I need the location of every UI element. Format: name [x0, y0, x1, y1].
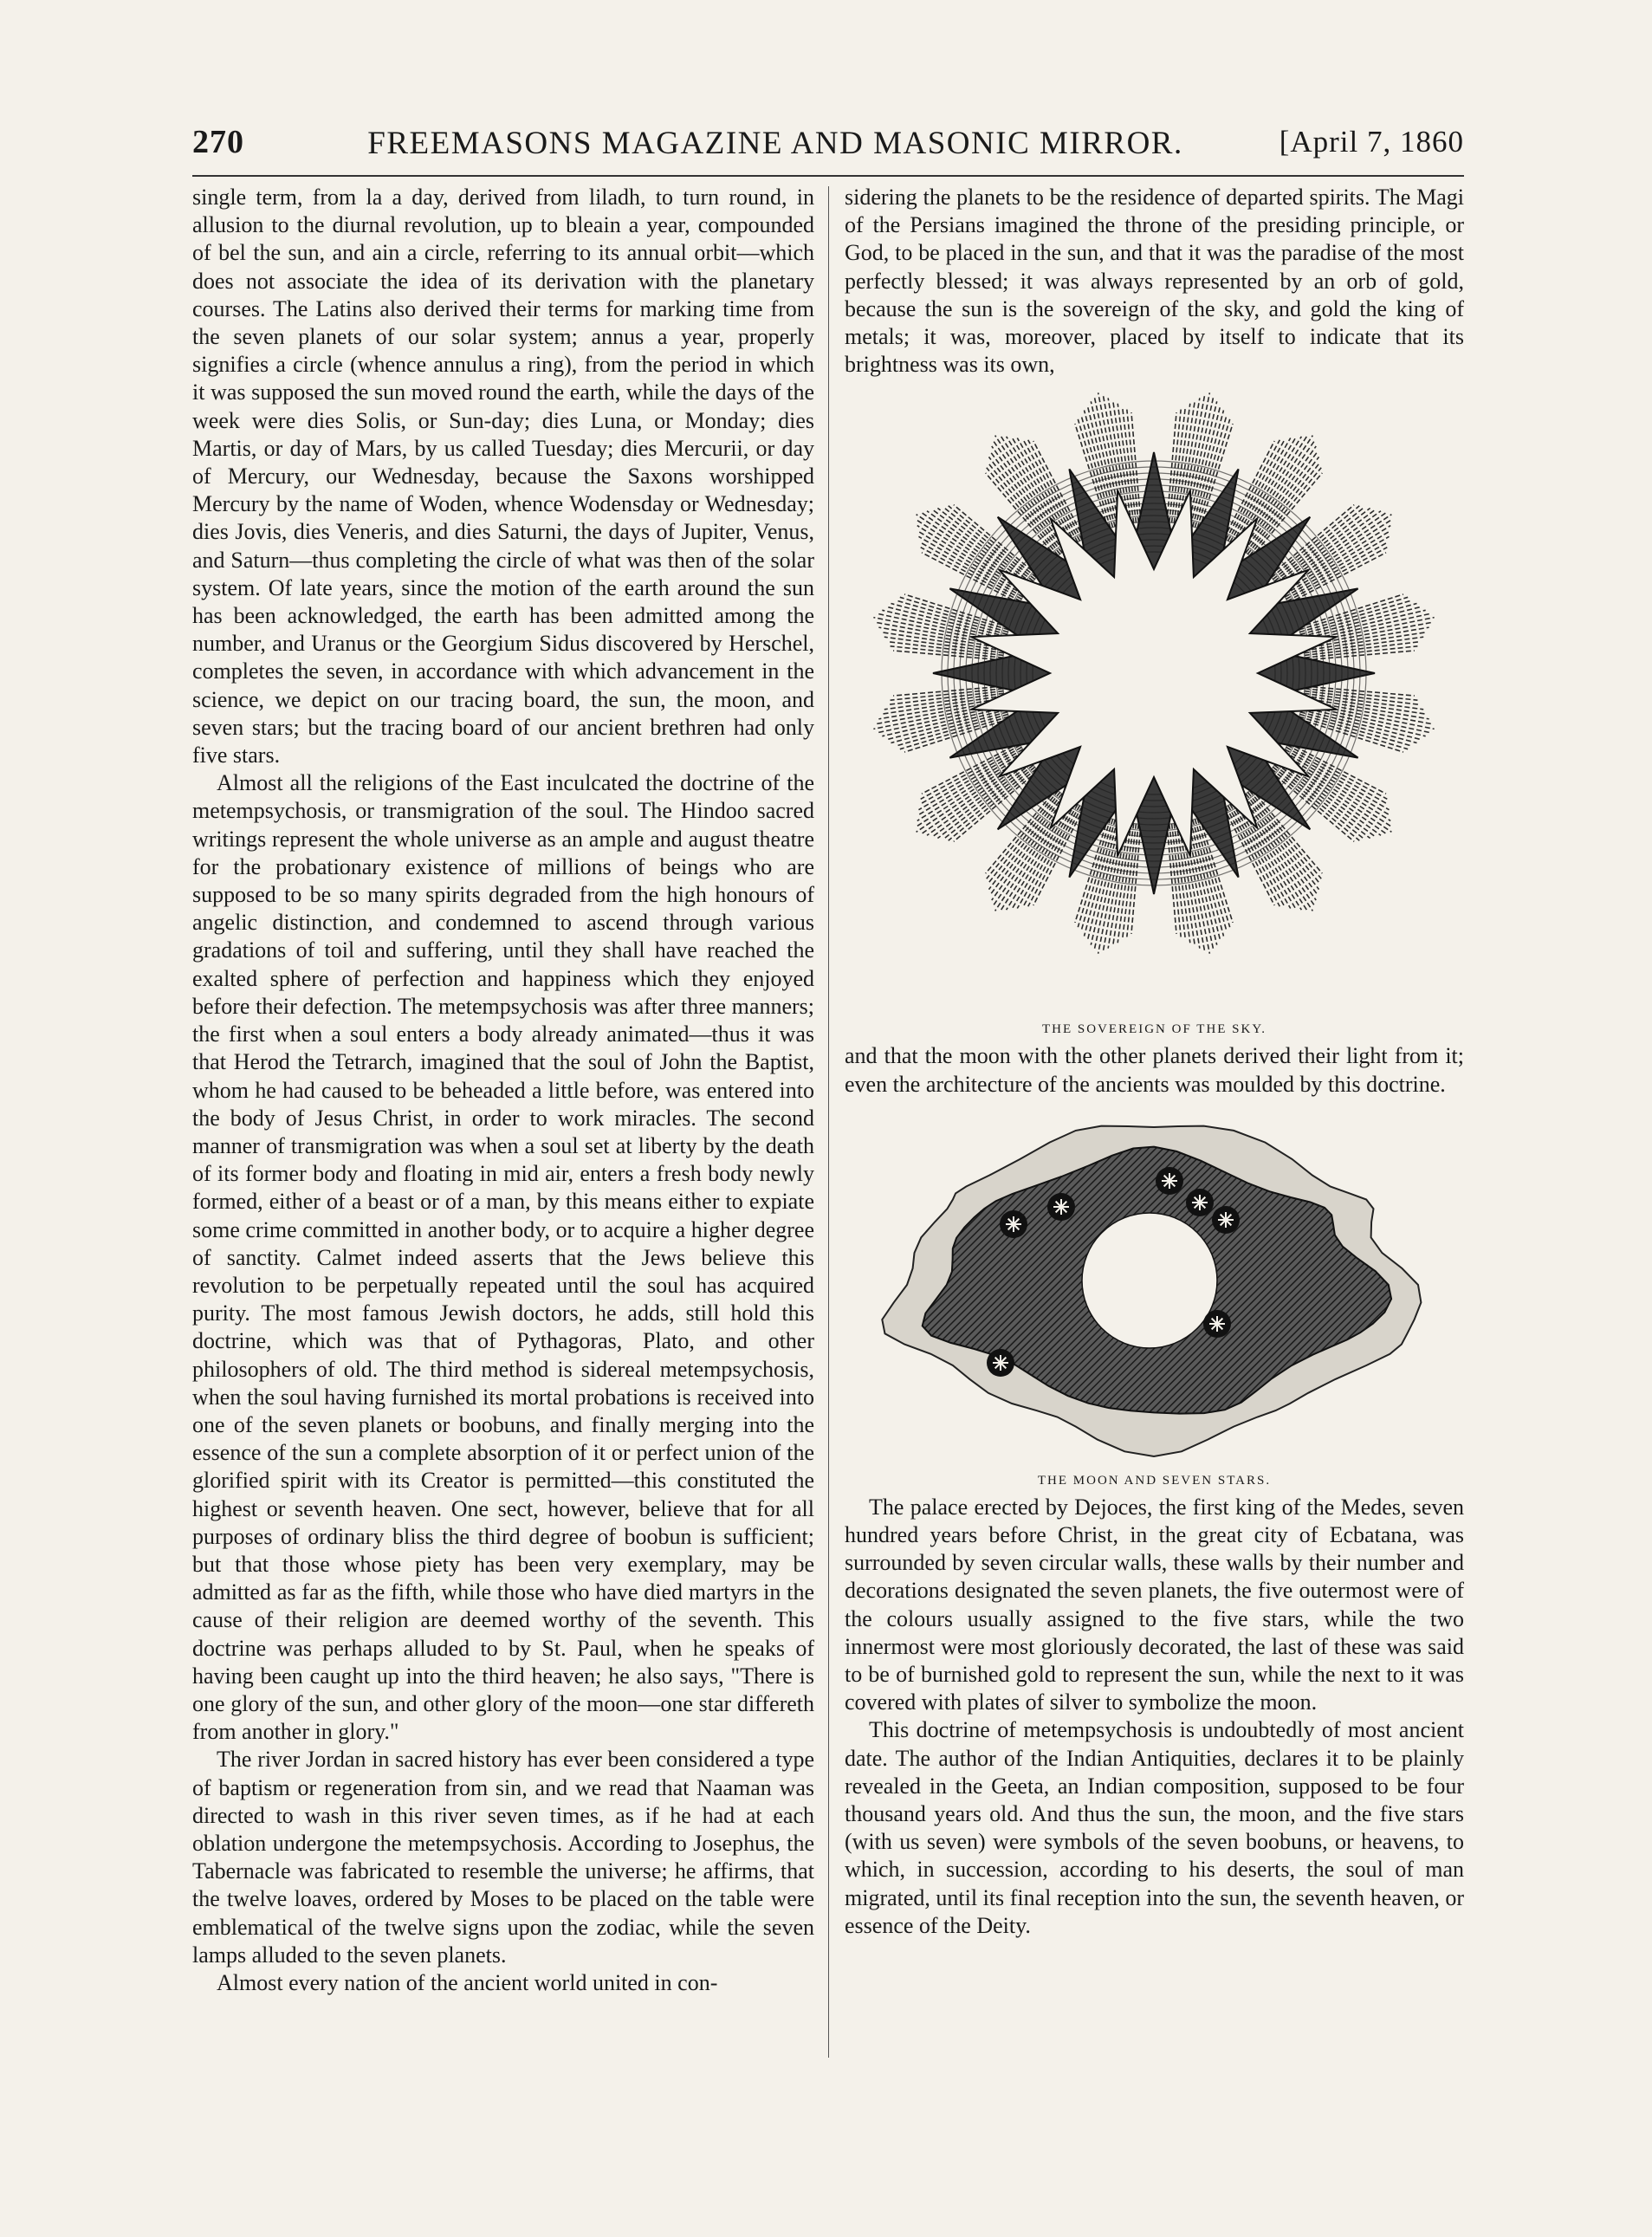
paragraph: The palace erected by Dejoces, the first king of the Medes, seven hundred years before Christ, in the great city of Ecbatana, was surrounded by seven circular walls, these walls by their number and decorations designated the seven planets, the five outermost were of the colours usually assigned to the five stars, while the two innermost were most gloriously decorated, the last of these was said to be of burnished gold to represent the sun, while the next to it was covered with plates of silver to symbolize the moon.	[845, 1494, 1464, 1715]
paragraph: Almost every nation of the ancient world united in con-	[217, 1970, 718, 1995]
paragraph: single term, from la a day, derived from liladh, to turn round, in allusion to the diurnal revolution, up to bleain a year, compounded of bel the sun, and ain a circle, referring to its annual orbit—which does not associate the idea of its derivation with the planetary courses. The Latins also derived their terms for marking time from the seven planets of our solar system; annus a year, properly signifies a circle (whence annulus a ring), from the period in which it was supposed the sun moved round the earth, while the days of the week were dies Solis, or Sun-day; dies Luna, or Monday; dies Martis, or day of Mars, by us called Tuesday; dies Mercurii, or day of Mercury, our Wednesday, because the Saxons worshipped Mercury by the name of Woden, whence Wodensday or Wednesday; dies Jovis, dies Veneris, and dies Saturni, the days of Jupiter, Venus, and Saturn—thus completing the circle of what was then of the solar system. Of late years, since the motion of the earth around the sun has been acknowledged, the earth has been admitted among the number, and Uranus or the Georgium Sidus discovered by Herschel, completes the seven, in accordance with which advancement in the science, we depict on our tracing board, the sun, the moon, and seven stars; but the tracing board of our ancient brethren had only five stars.	[192, 185, 814, 768]
left-column	[192, 184, 814, 1997]
paragraph: sidering the planets to be the residence of departed spirits. The Magi of the Persians imagined the throne of the presiding principle, or God, to be placed in the sun, and that it was the paradise of the most perfectly blessed; it was always represented by an orb of gold, because the sun is the sovereign of the sky, and gold the king of metals; it was, moreover, placed by itself to indicate that its brightness was its own,	[845, 185, 1464, 378]
moon-and-stars-engraving	[845, 1099, 1464, 1471]
figure-caption: THE SOVEREIGN OF THE SKY.	[1041, 1022, 1267, 1037]
magazine-title: FREEMASONS MAGAZINE AND MASONIC MIRROR.	[367, 126, 1183, 161]
page-number: 270	[192, 124, 244, 160]
sun-engraving	[845, 379, 1464, 1020]
star-icon	[1186, 1189, 1214, 1216]
figure-caption: THE MOON AND SEVEN STARS.	[1037, 1473, 1272, 1488]
moon-disc	[1082, 1213, 1217, 1348]
header-rule	[192, 175, 1464, 177]
paragraph: and that the moon with the other planets derived their light from it; even the architecture of the ancients was moulded by this doctrine.	[845, 1043, 1464, 1097]
star-icon	[1203, 1310, 1231, 1338]
figure-moon-and-stars	[845, 1099, 1464, 1488]
issue-date: [April 7, 1860	[1279, 125, 1464, 159]
paragraph: Almost all the religions of the East inculcated the doctrine of the metempsychosis, or transmigration of the soul. The Hindoo sacred writings represent the whole universe as an ample and august theatre for the probationary existence of millions of beings who are supposed to be so many spirits degraded from the high honours of angelic distinction, and condemned to ascend through various gradations of toil and suffering, until they shall have reached the exalted sphere of perfection and happiness which they enjoyed before their defection. The metempsychosis was after three manners; the first when a soul enters a body already animated—thus it was that Herod the Tetrarch, imagined that the soul of John the Baptist, whom he had caused to be beheaded a little before, was entered into the body of Jesus Christ, in order to work miracles. The second manner of transmigration was when a soul set at liberty by the death of its former body and floating in mid air, enters a fresh body newly formed, either of a beast or of a man, by this means either to expiate some crime committed in another body, or to acquire a higher degree of sanctity. Calmet indeed asserts that the Jews believe this revolution to be perpetually repeated until the soul has acquired purity. The most famous Jewish doctors, he adds, still hold this doctrine, which was that of Pythagoras, Plato, and other philosophers of old. The third method is sidereal metempsychosis, when the soul having furnished its mortal probations is received into one of the seven planets or boobuns, and finally merging into the essence of the sun a complete absorption of it or perfect union of the glorified spirit with its Creator is permitted—this constituted the highest or seventh heaven. One sect, however, believe that for all purposes of ordinary bliss the third degree of boobun is sufficient; but that those whose piety has been very exemplary, may be admitted as far as the fifth, while those who have died martyrs in the cause of their religion are deemed worthy of the seventh. This doctrine was perhaps alluded to by St. Paul, when he speaks of having been caught up into the third heaven; he also says, "There is one glory of the sun, and other glory of the moon—one star differeth from another in glory."	[192, 770, 814, 1745]
star-icon	[1047, 1193, 1075, 1221]
figure-sun	[845, 379, 1464, 1037]
paragraph: This doctrine of metempsychosis is undoubtedly of most ancient date. The author of the Indian Antiquities, declares it to be plainly revealed in the Geeta, an Indian composition, supposed to be four thousand years old. And thus the sun, the moon, and the five stars (with us seven) were symbols of the seven boobuns, or heavens, to which, in succession, according to his deserts, the soul of man migrated, until its final reception into the sun, the seventh heaven, or essence of the Deity.	[845, 1717, 1464, 1938]
star-icon	[1156, 1167, 1183, 1195]
paragraph: The river Jordan in sacred history has ever been considered a type of baptism or regeneration from sin, and we read that Naaman was directed to wash in this river seven times, as if he had at each oblation undergone the metempsychosis. According to Josephus, the Tabernacle was fabricated to resemble the universe; he affirms, that the twelve loaves, ordered by Moses to be placed on the table were emblematical of the twelve signs upon the zodiac, while the seven lamps alluded to the seven planets.	[192, 1747, 814, 1968]
star-icon	[1000, 1210, 1027, 1238]
running-header	[192, 123, 1464, 172]
star-icon	[1212, 1206, 1240, 1234]
column-divider	[828, 186, 829, 2058]
star-icon	[987, 1349, 1014, 1377]
right-column	[845, 184, 1464, 1940]
